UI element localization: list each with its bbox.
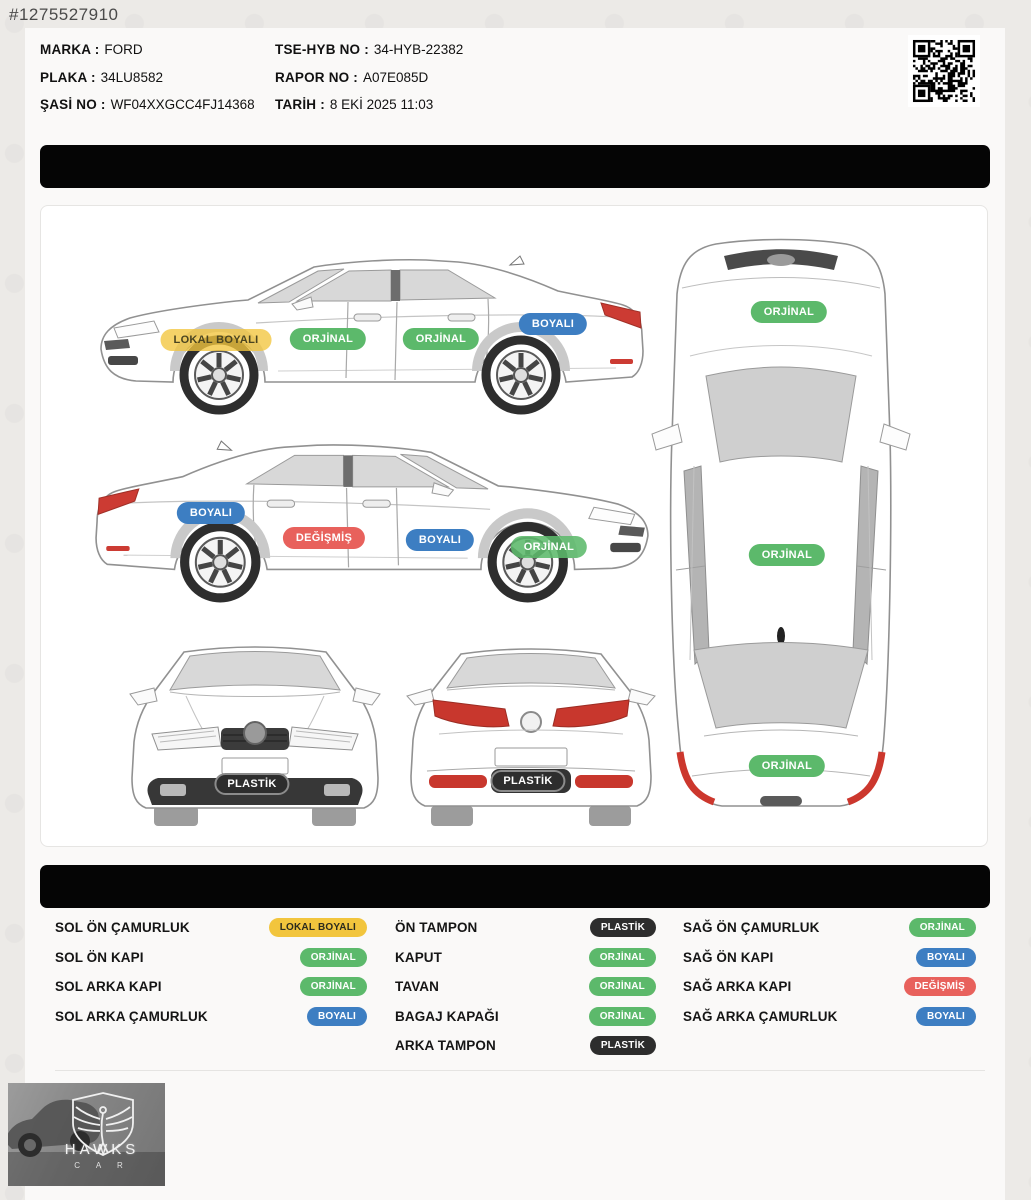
part-status-row (385, 913, 670, 943)
vehicle-info-field: RAPOR NO : A07E085D (275, 69, 429, 85)
vehicle-info-right-column (275, 36, 695, 119)
part-label: SOL ARKA KAPI (55, 979, 162, 995)
paint-status-badge-top: ORJİNAL (751, 301, 827, 323)
qr-code-icon (908, 35, 980, 107)
status-badge: DEĞİŞMİŞ (904, 977, 977, 996)
part-label: ÖN TAMPON (395, 920, 478, 936)
vehicle-info-field: MARKA : FORD (40, 42, 143, 58)
status-badge: ORJİNAL (589, 948, 656, 967)
vehicle-info-field: TARİH : 8 EKİ 2025 11:03 (275, 97, 434, 113)
paint-status-badge-rear: PLASTİK (490, 770, 565, 792)
part-label: SOL ARKA ÇAMURLUK (55, 1008, 208, 1024)
part-label: KAPUT (395, 949, 442, 965)
status-badge: BOYALI (916, 1007, 976, 1026)
part-status-row (40, 1002, 385, 1032)
parts-column-center (385, 913, 670, 1061)
paint-status-badge-right-side: BOYALI (406, 529, 474, 551)
report-sheet (25, 28, 1005, 1200)
car-right-side-view (93, 436, 653, 604)
part-status-row (40, 943, 385, 973)
paint-status-badge-left-side: ORJİNAL (403, 328, 479, 350)
paint-status-badge-right-side: DEĞİŞMİŞ (283, 527, 365, 549)
paint-status-badge-left-side: ORJİNAL (290, 328, 366, 350)
vehicle-info-field: ŞASİ NO : WF04XXGCC4FJ14368 (40, 97, 255, 113)
parts-column-left (40, 913, 385, 1061)
part-label: BAGAJ KAPAĞI (395, 1008, 499, 1024)
part-status-row (670, 943, 988, 973)
vehicle-info-field: PLAKA : 34LU8582 (40, 69, 163, 85)
part-status-row (385, 943, 670, 973)
part-label: SAĞ ÖN KAPI (683, 949, 774, 965)
status-badge: ORJİNAL (589, 977, 656, 996)
section-title-bar-bottom (40, 865, 990, 908)
vehicle-info-left-column (40, 36, 272, 119)
status-badge: ORJİNAL (909, 918, 976, 937)
status-badge: LOKAL BOYALI (269, 918, 367, 937)
vehicle-diagram-card (40, 205, 988, 847)
part-status-row (385, 1031, 670, 1061)
part-status-row (670, 1002, 988, 1032)
status-badge: ORJİNAL (300, 948, 367, 967)
status-badge: ORJİNAL (300, 977, 367, 996)
part-label: SAĞ ARKA KAPI (683, 979, 792, 995)
part-label: SOL ÖN KAPI (55, 949, 144, 965)
hawks-car-logo (8, 1083, 165, 1186)
part-label: SAĞ ARKA ÇAMURLUK (683, 1008, 838, 1024)
part-status-row (385, 1002, 670, 1032)
status-badge: PLASTİK (590, 918, 656, 937)
paint-status-badge-right-side: BOYALI (177, 502, 245, 524)
logo-text: HAWKS (64, 1141, 140, 1158)
car-front-view (124, 638, 386, 828)
logo-graphic (8, 1083, 165, 1186)
part-label: ARKA TAMPON (395, 1038, 496, 1054)
logo-subtext: C A R (74, 1161, 130, 1170)
status-badge: ORJİNAL (589, 1007, 656, 1026)
parts-status-table (40, 913, 990, 1061)
car-top-view (641, 236, 921, 816)
paint-status-badge-front: PLASTİK (214, 773, 289, 795)
car-rear-view (403, 638, 659, 828)
part-status-row (40, 972, 385, 1002)
part-status-row (670, 972, 988, 1002)
part-status-row (385, 972, 670, 1002)
parts-column-right (670, 913, 988, 1061)
part-label: SAĞ ÖN ÇAMURLUK (683, 920, 820, 936)
part-label: TAVAN (395, 979, 439, 995)
paint-status-badge-left-side: LOKAL BOYALI (161, 329, 272, 351)
paint-status-badge-left-side: BOYALI (519, 313, 587, 335)
part-label: SOL ÖN ÇAMURLUK (55, 920, 190, 936)
part-status-row (40, 913, 385, 943)
part-status-row (670, 913, 988, 943)
vehicle-info-field: TSE-HYB NO : 34-HYB-22382 (275, 42, 464, 58)
paint-status-badge-top: ORJİNAL (749, 755, 825, 777)
listing-id: #1275527910 (9, 5, 119, 24)
section-title-bar-top (40, 145, 990, 188)
paint-status-badge-right-side: ORJİNAL (511, 536, 587, 558)
status-badge: BOYALI (307, 1007, 367, 1026)
paint-status-badge-top: ORJİNAL (749, 544, 825, 566)
status-badge: PLASTİK (590, 1036, 656, 1055)
status-badge: BOYALI (916, 948, 976, 967)
bottom-divider (55, 1070, 985, 1071)
